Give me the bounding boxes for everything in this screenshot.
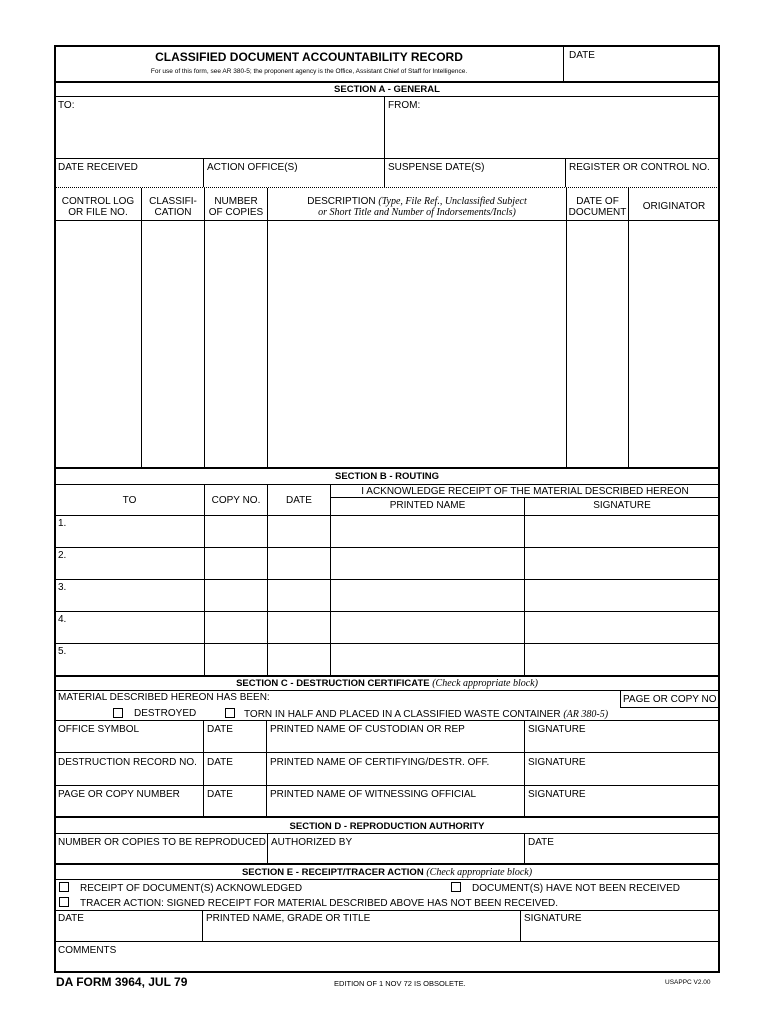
- classification-field[interactable]: [143, 222, 203, 466]
- rule: [55, 720, 719, 721]
- rule: [55, 941, 719, 942]
- authorized-by-label: AUTHORIZED BY: [271, 837, 353, 848]
- torn-label: TORN IN HALF AND PLACED IN A CLASSIFIED WASTE CONTAINER (AR 380-5): [244, 709, 609, 720]
- number-copies-label: NUMBER OR COPIES TO BE REPRODUCED: [58, 837, 266, 848]
- rule: [55, 579, 719, 580]
- destruction-record-label: DESTRUCTION RECORD NO.: [58, 757, 197, 768]
- witnessing-signature-label: SIGNATURE: [528, 789, 586, 800]
- rule: [55, 484, 719, 485]
- rule: [55, 816, 719, 818]
- page-copy-number-label: PAGE OR COPY NUMBER: [58, 789, 180, 800]
- date-of-document-field[interactable]: [568, 222, 627, 466]
- rule: [141, 188, 142, 468]
- originator-field[interactable]: [630, 222, 718, 466]
- usappc-version: USAPPC V2.00: [665, 979, 711, 986]
- torn-checkbox[interactable]: [225, 708, 235, 718]
- col-to: TO: [122, 495, 137, 506]
- edition-note: EDITION OF 1 NOV 72 IS OBSOLETE.: [334, 979, 466, 988]
- acknowledge-text: I ACKNOWLEDGE RECEIPT OF THE MATERIAL DESCRIBED HEREON: [361, 486, 689, 497]
- routing-row-1: 1.: [58, 518, 67, 529]
- rule: [565, 158, 566, 187]
- office-symbol-label: OFFICE SYMBOL: [58, 724, 140, 735]
- section-c-title: SECTION C - DESTRUCTION CERTIFICATE (Check appropriate block): [236, 678, 538, 689]
- rule: [202, 910, 203, 941]
- from-label: FROM:: [388, 100, 421, 111]
- suspense-dates-field[interactable]: [386, 174, 564, 186]
- destroyed-checkbox[interactable]: [113, 708, 123, 718]
- col-classification: CLASSIFI- CATION: [149, 196, 197, 218]
- col-description: DESCRIPTION (Type, File Ref., Unclassified Subject or Short Title and Number of Indorsements/Incls): [307, 196, 527, 218]
- reproduction-date-label: DATE: [528, 837, 554, 848]
- rule: [384, 158, 385, 187]
- comments-field[interactable]: [56, 957, 718, 971]
- date-received-label: DATE RECEIVED: [58, 162, 138, 173]
- description-field[interactable]: [269, 222, 565, 466]
- rule: [520, 910, 521, 941]
- to-label: TO:: [58, 100, 75, 111]
- form-id: DA FORM 3964, JUL 79: [56, 975, 188, 989]
- rule: [524, 497, 525, 675]
- rule: [55, 187, 719, 188]
- rule: [55, 879, 719, 880]
- section-d-title: SECTION D - REPRODUCTION AUTHORITY: [289, 821, 485, 832]
- rule: [55, 96, 719, 97]
- rule: [331, 497, 719, 498]
- section-b-title: SECTION B - ROUTING: [335, 471, 439, 482]
- page-or-copy-label: PAGE OR COPY NO: [623, 694, 717, 705]
- rule: [524, 720, 525, 816]
- rule: [267, 833, 268, 863]
- date-received-field[interactable]: [56, 174, 202, 186]
- comments-label: COMMENTS: [58, 945, 117, 956]
- rule: [55, 81, 719, 83]
- not-received-label: DOCUMENT(S) HAVE NOT BEEN RECEIVED: [472, 883, 680, 894]
- rule: [55, 220, 719, 221]
- col-number-of-copies: NUMBER OF COPIES: [208, 196, 264, 218]
- destruction-date-label-1: DATE: [207, 724, 233, 735]
- rule: [55, 910, 719, 911]
- action-offices-label: ACTION OFFICE(S): [207, 162, 298, 173]
- rule: [55, 643, 719, 644]
- rule: [55, 863, 719, 865]
- rule: [628, 188, 629, 468]
- register-no-label: REGISTER OR CONTROL NO.: [569, 162, 710, 173]
- routing-row-5: 5.: [58, 646, 67, 657]
- tracer-label: TRACER ACTION: SIGNED RECEIPT FOR MATERIAL DESCRIBED ABOVE HAS NOT BEEN RECEIVED.: [80, 898, 559, 909]
- destroyed-label: DESTROYED: [134, 708, 197, 719]
- number-of-copies-field[interactable]: [206, 222, 266, 466]
- rule: [566, 188, 567, 468]
- rule: [55, 752, 719, 753]
- action-offices-field[interactable]: [205, 174, 383, 186]
- rule: [384, 96, 385, 158]
- col-printed-name: PRINTED NAME: [389, 500, 466, 511]
- rule: [55, 611, 719, 612]
- col-date: DATE: [286, 495, 312, 506]
- rule: [267, 188, 268, 468]
- date-label: DATE: [569, 50, 595, 61]
- date-field[interactable]: [566, 62, 716, 80]
- rule: [203, 720, 204, 816]
- rule: [620, 690, 621, 707]
- not-received-checkbox[interactable]: [451, 882, 461, 892]
- destruction-date-label-3: DATE: [207, 789, 233, 800]
- control-log-field[interactable]: [56, 222, 140, 466]
- receipt-signature-label: SIGNATURE: [524, 913, 582, 924]
- custodian-signature-label: SIGNATURE: [528, 724, 586, 735]
- material-label: MATERIAL DESCRIBED HEREON HAS BEEN:: [58, 692, 270, 703]
- rule: [55, 833, 719, 834]
- form-subtitle: For use of this form, see AR 380-5; the proponent agency is the Office, Assistant Chief of Staff for Intelligence.: [150, 68, 468, 75]
- tracer-checkbox[interactable]: [59, 897, 69, 907]
- rule: [55, 515, 719, 516]
- routing-row-2: 2.: [58, 550, 67, 561]
- col-originator: ORIGINATOR: [642, 201, 706, 212]
- rule: [524, 833, 525, 863]
- from-field[interactable]: [386, 112, 716, 156]
- witnessing-label: PRINTED NAME OF WITNESSING OFFICIAL: [270, 789, 477, 800]
- col-signature: SIGNATURE: [593, 500, 651, 511]
- rule: [620, 707, 719, 708]
- routing-row-4: 4.: [58, 614, 67, 625]
- receipt-ack-checkbox[interactable]: [59, 882, 69, 892]
- printed-name-grade-label: PRINTED NAME, GRADE OR TITLE: [206, 913, 371, 924]
- destruction-date-label-2: DATE: [207, 757, 233, 768]
- custodian-label: PRINTED NAME OF CUSTODIAN OR REP: [270, 724, 465, 735]
- routing-row-3: 3.: [58, 582, 67, 593]
- col-control-log: CONTROL LOG OR FILE NO.: [61, 196, 135, 218]
- form-title: CLASSIFIED DOCUMENT ACCOUNTABILITY RECORD: [155, 50, 463, 64]
- col-copy-no: COPY NO.: [211, 495, 261, 506]
- rule: [266, 720, 267, 816]
- receipt-date-label: DATE: [58, 913, 84, 924]
- section-a-title: SECTION A - GENERAL: [334, 84, 440, 95]
- receipt-ack-label: RECEIPT OF DOCUMENT(S) ACKNOWLEDGED: [80, 883, 303, 894]
- rule: [55, 467, 719, 469]
- to-field[interactable]: [56, 112, 382, 156]
- rule: [55, 785, 719, 786]
- certifying-signature-label: SIGNATURE: [528, 757, 586, 768]
- rule: [203, 158, 204, 187]
- certifying-label: PRINTED NAME OF CERTIFYING/DESTR. OFF.: [270, 757, 490, 768]
- rule: [55, 675, 719, 677]
- suspense-dates-label: SUSPENSE DATE(S): [388, 162, 485, 173]
- register-no-field[interactable]: [567, 174, 717, 186]
- header-divider: [563, 46, 564, 82]
- section-e-title: SECTION E - RECEIPT/TRACER ACTION (Check appropriate block): [241, 867, 533, 878]
- rule: [204, 188, 205, 468]
- rule: [55, 158, 719, 159]
- rule: [55, 547, 719, 548]
- col-date-of-document: DATE OF DOCUMENT: [568, 196, 627, 218]
